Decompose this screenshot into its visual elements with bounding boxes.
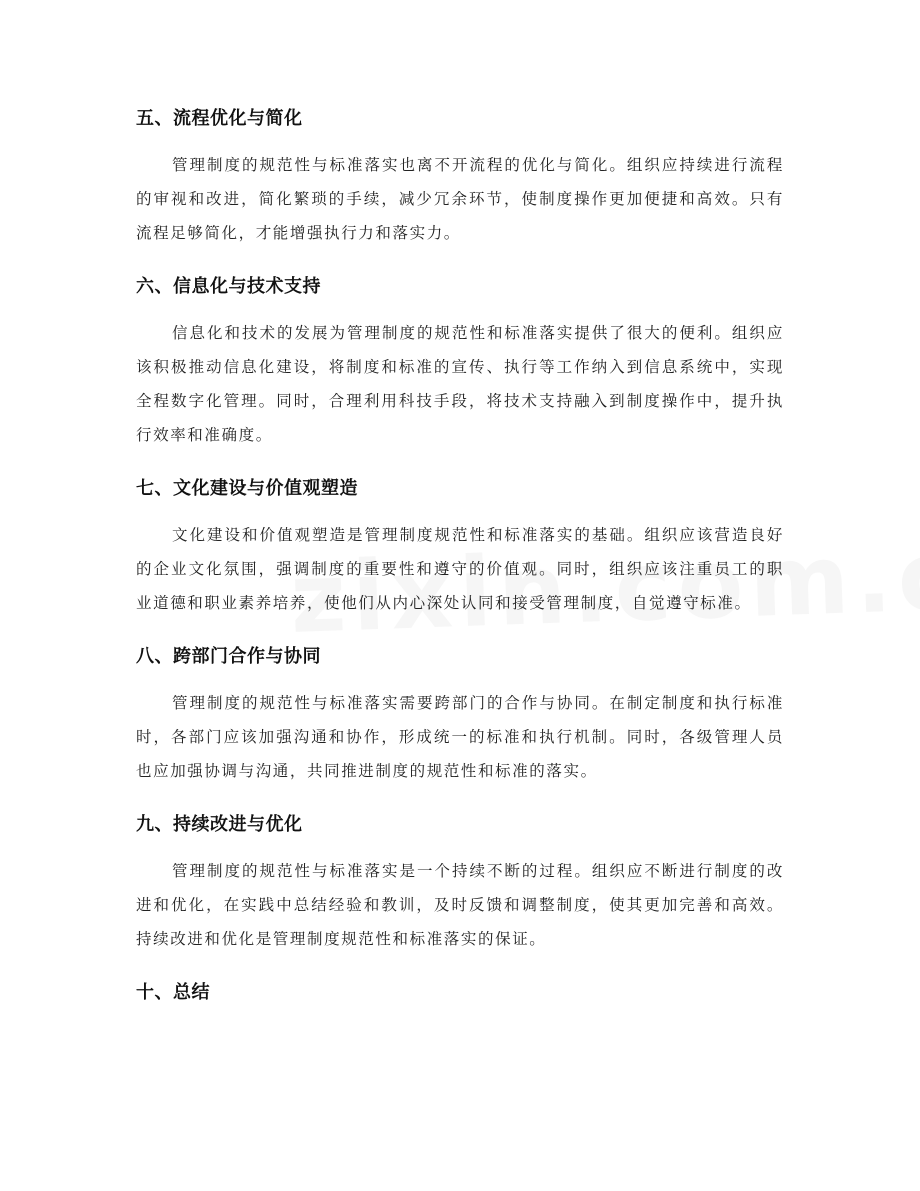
section-heading-6: 六、信息化与技术支持 bbox=[136, 276, 321, 297]
section-heading-10: 十、总结 bbox=[136, 982, 210, 1003]
document-page bbox=[136, 104, 784, 1008]
section-heading-8: 八、跨部门合作与协同 bbox=[136, 646, 321, 667]
section-body-9: 管理制度的规范性与标准落实是一个持续不断的过程。组织应不断进行制度的改进和优化，在实践中总结经验和教训，及时反馈和调整制度，使其更加完善和高效。持续改进和优化是管理制度规范性和标准落实的保证。 bbox=[136, 862, 784, 948]
section-body-5: 管理制度的规范性与标准落实也离不开流程的优化与简化。组织应持续进行流程的审视和改进，简化繁琐的手续，减少冗余环节，使制度操作更加便捷和高效。只有流程足够简化，才能增强执行力和落实力。 bbox=[136, 156, 784, 242]
section-heading-5: 五、流程优化与简化 bbox=[136, 108, 303, 129]
section-body-8: 管理制度的规范性与标准落实需要跨部门的合作与协同。在制定制度和执行标准时，各部门应该加强沟通和协作，形成统一的标准和执行机制。同时，各级管理人员也应加强协调与沟通，共同推进制度的规范性和标准的落实。 bbox=[136, 694, 784, 780]
section-body-7: 文化建设和价值观塑造是管理制度规范性和标准落实的基础。组织应该营造良好的企业文化氛围，强调制度的重要性和遵守的价值观。同时，组织应该注重员工的职业道德和职业素养培养，使他们从内心深处认同和接受管理制度，自觉遵守标准。 bbox=[136, 526, 784, 612]
section-heading-7: 七、文化建设与价值观塑造 bbox=[136, 478, 358, 499]
section-body-6: 信息化和技术的发展为管理制度的规范性和标准落实提供了很大的便利。组织应该积极推动信息化建设，将制度和标准的宣传、执行等工作纳入到信息系统中，实现全程数字化管理。同时，合理利用科技手段，将技术支持融入到制度操作中，提升执行效率和准确度。 bbox=[136, 324, 784, 444]
section-heading-9: 九、持续改进与优化 bbox=[136, 814, 303, 835]
